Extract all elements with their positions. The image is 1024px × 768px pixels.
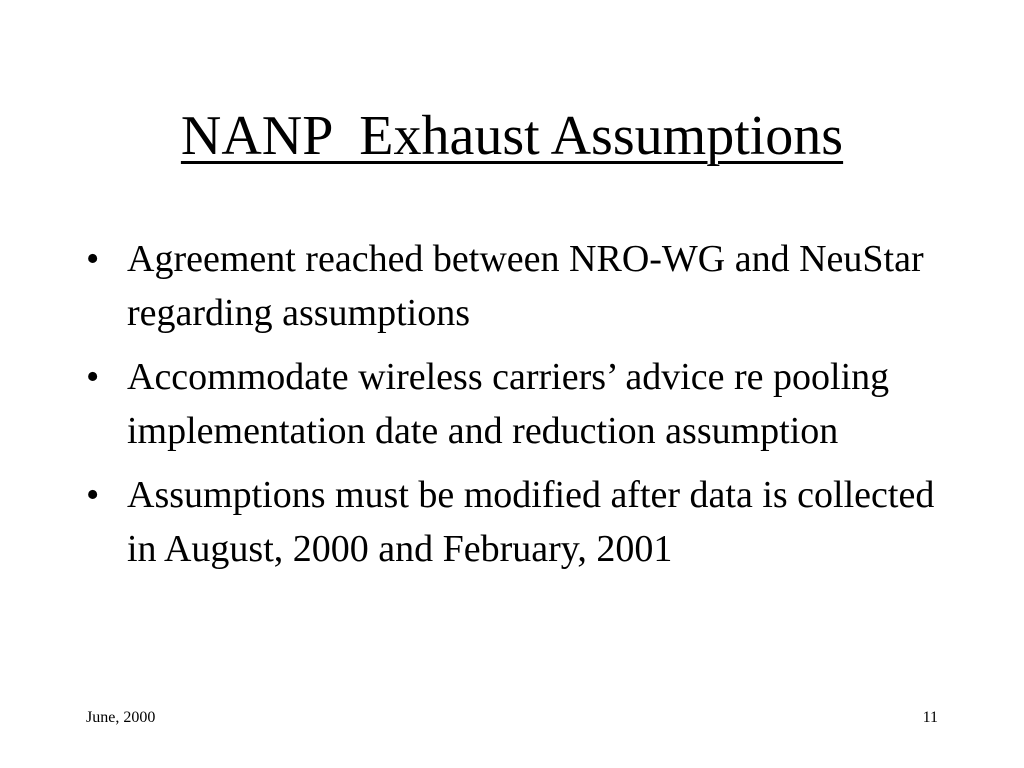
bullet-icon: • [86,238,100,280]
bullet-icon: • [86,356,100,398]
bullet-text: Assumptions must be modified after data is collected in August, 2000 and February, 2001 [127,474,935,570]
footer-date: June, 2000 [86,709,156,726]
slide-title-text: NANP Exhaust Assumptions [180,105,844,167]
bullet-list [86,232,946,586]
bullet-icon: • [86,474,100,516]
footer-page-number: 11 [922,709,938,726]
bullet-item-1 [86,232,946,340]
bullet-text: Agreement reached between NRO-WG and NeuStar regarding assumptions [127,238,924,334]
bullet-item-2 [86,350,946,458]
bullet-text: Accommodate wireless carriers’ advice re pooling implementation date and reduction assumption [127,356,890,452]
bullet-item-3 [86,468,946,576]
slide-title [0,104,1024,168]
